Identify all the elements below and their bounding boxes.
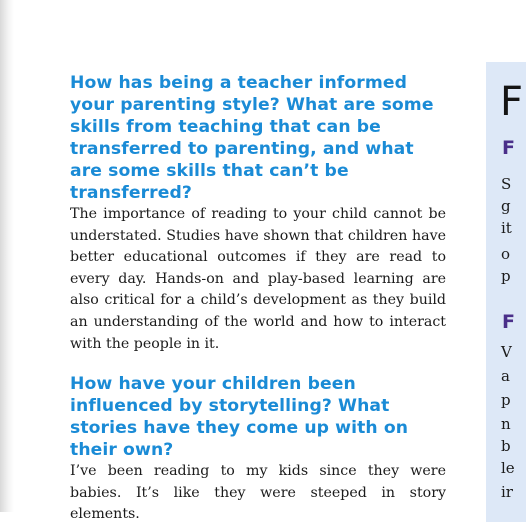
sidebar-text-fragment: g	[501, 197, 511, 215]
sidebar-text-fragment: a	[501, 367, 510, 385]
interview-article	[70, 72, 446, 526]
sidebar-text-fragment: it	[501, 219, 512, 237]
question-1: How has being a teacher informed your parenting style? What are some skills from teaching that can be transferred to parenting, and what are some skills that can’t be transferred?	[70, 73, 434, 203]
sidebar-text-fragment: p	[501, 267, 511, 285]
sidebar-text-fragment: n	[501, 415, 511, 433]
sidebar-text-fragment: S	[501, 175, 512, 193]
sidebar-text-fragment: V	[501, 343, 512, 361]
sidebar-text-fragment: o	[501, 245, 511, 263]
sidebar-heading-2-fragment: F	[502, 311, 515, 333]
answer-1: The importance of reading to your child cannot be understated. Studies have shown that children have better educational outcomes if they are read to every day. Hands-on and play-based learning are also critical for a child’s development as they build an understanding of the world and how to interact with the people in it.	[70, 206, 446, 352]
sidebar-text-fragment: b	[501, 437, 511, 455]
sidebar-panel	[486, 62, 526, 522]
sidebar-text-fragment: ir	[501, 483, 513, 501]
page-gutter-shadow	[0, 0, 14, 512]
sidebar-title-fragment: F	[500, 79, 524, 125]
sidebar-text-fragment: le	[501, 459, 515, 477]
question-2: How have your children been influenced by storytelling? What stories have they come up with on their own?	[70, 374, 409, 461]
sidebar-text-fragment: p	[501, 391, 511, 409]
answer-2: I’ve been reading to my kids since they were babies. It’s like they were steeped in story elements.	[70, 463, 446, 523]
sidebar-heading-1-fragment: F	[502, 137, 515, 159]
